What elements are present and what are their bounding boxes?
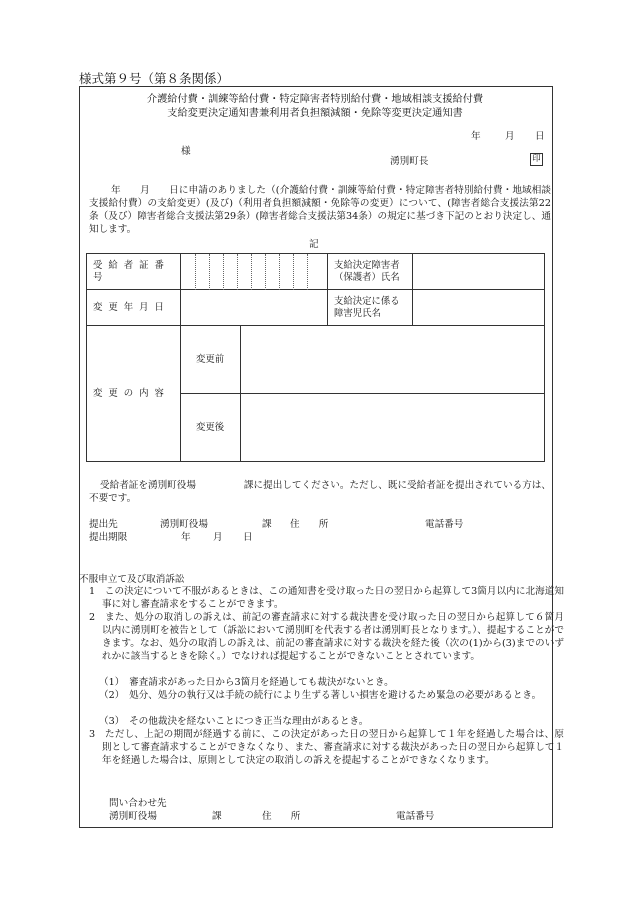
appeal-item-3: 3 ただし、上記の期間が経過する前に、この決定があった日の翌日から起算して１年を経過した場合は、原則として審査請求することができなくなり、また、審査請求に対する裁決があった日の翌日から起算して１年を経過した場合は、原則として決定の取消しの訴えを提起することができなくなります。	[89, 729, 564, 766]
child-name-label: 支給決定に係る障害児氏名	[328, 290, 413, 326]
submit-address-label: 住 所	[290, 519, 329, 530]
decided-person-value	[413, 254, 545, 290]
appeal-subitem-3: （3） その他裁決を経ないことにつき正当な理由があるとき。	[99, 716, 369, 727]
after-value	[241, 394, 545, 462]
before-label: 変更前	[181, 326, 241, 394]
before-value	[241, 326, 545, 394]
date-month: 月	[505, 131, 515, 142]
inquiry-section: 課	[212, 811, 222, 822]
change-contents-label: 変更の内容	[87, 326, 181, 462]
submit-phone-label: 電話番号	[425, 519, 464, 530]
recipient-cert-label: 受給者証番号	[87, 254, 181, 290]
inquiry-office: 湧別町役場	[109, 811, 157, 822]
inquiry-phone-label: 電話番号	[396, 811, 435, 822]
issuer: 湧別町長	[390, 156, 429, 167]
seal-mark: 印	[530, 153, 543, 166]
appeal-heading: 不服申立て及び取消訴訟	[79, 574, 185, 585]
appeal-subitem-2: （2） 処分、処分の執行又は手続の続行により生ずる著しい損害を避けるため緊急の必要があるとき。	[99, 690, 542, 701]
intro-paragraph: 年 月 日に申請のありました（(介護給付費・訓練等給付費・特定障害者特別給付費・地域相談支援給付費）の支給変更）(及び)（利用者負担額減額・免除等の変更）について、(障害者総合支援法第22条（及び）障害者総合支援法第29条）(障害者総合支援法第34条）の規定に基づき下記のとおり決定し、通知します。	[89, 185, 551, 235]
inquiry-address-label: 住 所	[262, 811, 301, 822]
submit-deadline-month: 月	[213, 532, 223, 543]
change-table	[86, 253, 545, 462]
submit-dest-label: 提出先	[89, 519, 118, 530]
inquiry-heading: 問い合わせ先	[109, 798, 167, 809]
document-title-line1: 介護給付費・訓練等給付費・特定障害者特別給付費・地域相談支援給付費	[146, 94, 484, 105]
date-year: 年	[471, 131, 481, 142]
change-date-label: 変更年月日	[87, 290, 181, 326]
date-day: 日	[535, 131, 545, 142]
submit-deadline-label: 提出期限	[89, 532, 128, 543]
after-label: 変更後	[181, 394, 241, 462]
submit-notice: 受給者証を湧別町役場 課に提出してください。ただし、既に受給者証を提出されている方は、不要です。	[89, 480, 551, 504]
submit-deadline-year: 年	[181, 532, 191, 543]
appeal-item-1: 1 この決定について不服があるときは、この通知書を受け取った日の翌日から起算して3箇月以内に北海道知事に対し審査請求をすることができます。	[89, 586, 564, 610]
decided-person-label: 支給決定障害者（保護者）氏名	[328, 254, 413, 290]
recipient-cert-value	[181, 254, 328, 290]
addressee-suffix: 様	[181, 146, 191, 157]
appeal-item-2: 2 また、処分の取消しの訴えは、前記の審査請求に対する裁決書を受け取った日の翌日から起算して６箇月以内に湧別町を被告として（訴訟において湧別町を代表する者は湧別町長となります。）、提起することができます。なお、処分の取消しの訴えは、前記の審査請求に対する裁決を経た後（次の(1)から(3)までのいずれかに該当するときを除く。）でなければ提起することができないこととされています。	[89, 612, 564, 662]
change-date-value	[181, 290, 328, 326]
submit-deadline-day: 日	[243, 532, 253, 543]
ki-marker: 記	[309, 239, 319, 250]
form-number: 様式第９号（第８条関係）	[79, 71, 230, 86]
submit-section: 課	[262, 519, 272, 530]
submit-office: 湧別町役場	[160, 519, 208, 530]
document-title-line2: 支給変更決定通知書兼利用者負担額減額・免除等変更決定通知書	[167, 108, 463, 119]
appeal-subitem-1: （1） 審査請求があった日から3箇月を経過しても裁決がないとき。	[99, 677, 394, 688]
child-name-value	[413, 290, 545, 326]
